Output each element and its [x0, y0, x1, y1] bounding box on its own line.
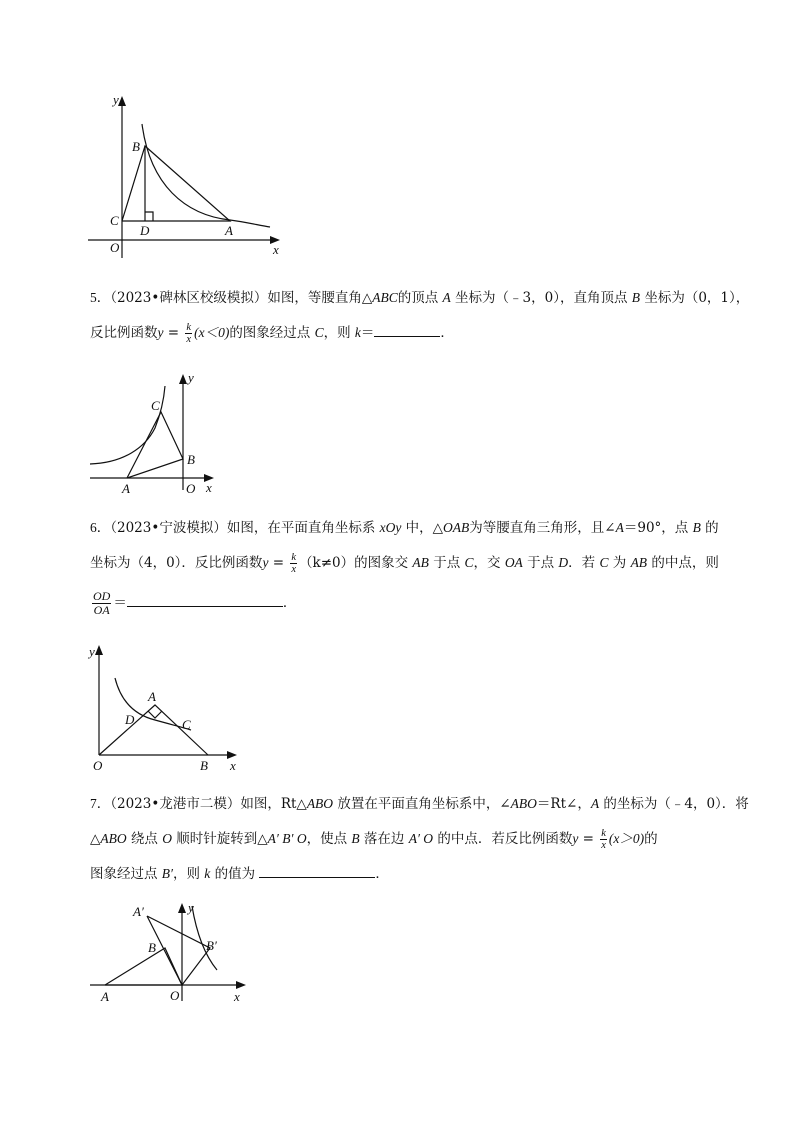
- q7-number: 7．: [90, 796, 111, 811]
- q5-source: （2023•碑林区校级模拟）: [110, 290, 268, 306]
- label-a: A: [122, 481, 130, 496]
- triangle-a1b1o: [147, 916, 210, 985]
- q7-line2: △ABO 绕点 O 顺时针旋转到△A′ B′ O，使点 B 落在边 A′ O 的中点．若反比例函数y = $\frac{k}{x}$ (x＞0)的: [90, 828, 658, 851]
- x-axis-arrow: [236, 981, 246, 989]
- figure-q6-svg: [85, 640, 245, 775]
- label-a: A: [225, 223, 233, 238]
- triangle-abo: [105, 948, 182, 985]
- label-y: y: [89, 644, 95, 659]
- label-d: D: [125, 712, 135, 727]
- label-y: y: [188, 900, 194, 915]
- q6-line1: 6．（2023•宁波模拟）如图，在平面直角坐标系 xOy 中，△OAB为等腰直角三角形，且∠A＝90°，点 B 的: [90, 520, 719, 536]
- y-axis-arrow: [118, 96, 126, 106]
- q6-line3: $\frac{OD}{OA}$ ＝ ．: [93, 589, 297, 617]
- q7-source: （2023•龙港市二模）: [110, 796, 241, 812]
- q5-line1: 5．（2023•碑林区校级模拟）如图，等腰直角△ABC的顶点 A 坐标为（﹣3，0），直角顶点 B 坐标为（0，1），: [90, 290, 750, 306]
- right-angle-mark: [148, 711, 162, 718]
- triangle-oab: [99, 705, 208, 755]
- fraction-k-over-x: $\frac{k}{x}$: [601, 828, 606, 851]
- q5-number: 5．: [90, 290, 111, 305]
- triangle-abc: [127, 412, 183, 478]
- figure-q7-svg: [85, 898, 255, 1010]
- label-b-prime: B′: [206, 938, 217, 953]
- right-angle-mark: [145, 212, 153, 221]
- label-d: D: [140, 223, 150, 238]
- label-x: x: [230, 758, 236, 773]
- label-a: A: [148, 689, 156, 704]
- q6-line2: 坐标为（4，0）．反比例函数y = $\frac{k}{x}$ （k≠0）的图象交 AB 于点 C，交 OA 于点 D．若 C 为 AB 的中点，则: [90, 552, 719, 575]
- label-c: C: [151, 398, 160, 413]
- q5-line2: 反比例函数y = $\frac{k}{x}$ (x＜0)的图象经过点 C，则 k＝ ．: [90, 322, 454, 345]
- fraction-k-over-x: $\frac{k}{x}$: [291, 552, 297, 575]
- label-x: x: [206, 480, 212, 495]
- label-b: B: [132, 139, 140, 154]
- q6-source: （2023•宁波模拟）: [110, 520, 227, 536]
- label-c: C: [182, 717, 191, 732]
- figure-q6: [85, 640, 245, 775]
- label-o: O: [110, 240, 120, 255]
- q7-line1: 7．（2023•龙港市二模）如图，Rt△ABO 放置在平面直角坐标系中，∠ABO＝Rt∠，A 的坐标为（﹣4，0）．将: [90, 796, 749, 812]
- label-x: x: [273, 242, 279, 257]
- label-b: B: [200, 758, 208, 773]
- y-axis-arrow: [95, 645, 103, 655]
- fraction-k-over-x: $\frac{k}{x}$: [186, 322, 192, 345]
- q7-line3: 图象经过点 B′，则 k 的值为 ．: [90, 866, 389, 882]
- figure-q7: [85, 898, 255, 1010]
- fraction-od-over-oa: $\frac{OD}{OA}$: [93, 589, 111, 617]
- q5-answer-blank[interactable]: [374, 323, 440, 337]
- label-y: y: [113, 92, 119, 107]
- q6-number: 6．: [90, 520, 111, 535]
- q7-answer-blank[interactable]: [259, 864, 375, 878]
- label-a: A: [101, 989, 109, 1004]
- y-axis-arrow: [179, 374, 187, 384]
- label-o: O: [170, 988, 180, 1003]
- label-o: O: [186, 481, 196, 496]
- label-c: C: [110, 213, 119, 228]
- hyperbola-curve: [142, 124, 270, 227]
- label-y: y: [188, 370, 194, 385]
- figure-q4: [80, 90, 290, 265]
- label-o: O: [93, 758, 103, 773]
- figure-q5: [85, 368, 225, 496]
- figure-q5-svg: [85, 368, 225, 496]
- label-b: B: [187, 452, 195, 467]
- label-b: B: [148, 940, 156, 955]
- label-a-prime: A′: [133, 904, 144, 919]
- y-axis-arrow: [178, 903, 186, 913]
- q6-answer-blank[interactable]: [127, 593, 283, 607]
- figure-q4-svg: [80, 90, 290, 265]
- label-x: x: [234, 989, 240, 1004]
- triangle-abc: [122, 146, 230, 221]
